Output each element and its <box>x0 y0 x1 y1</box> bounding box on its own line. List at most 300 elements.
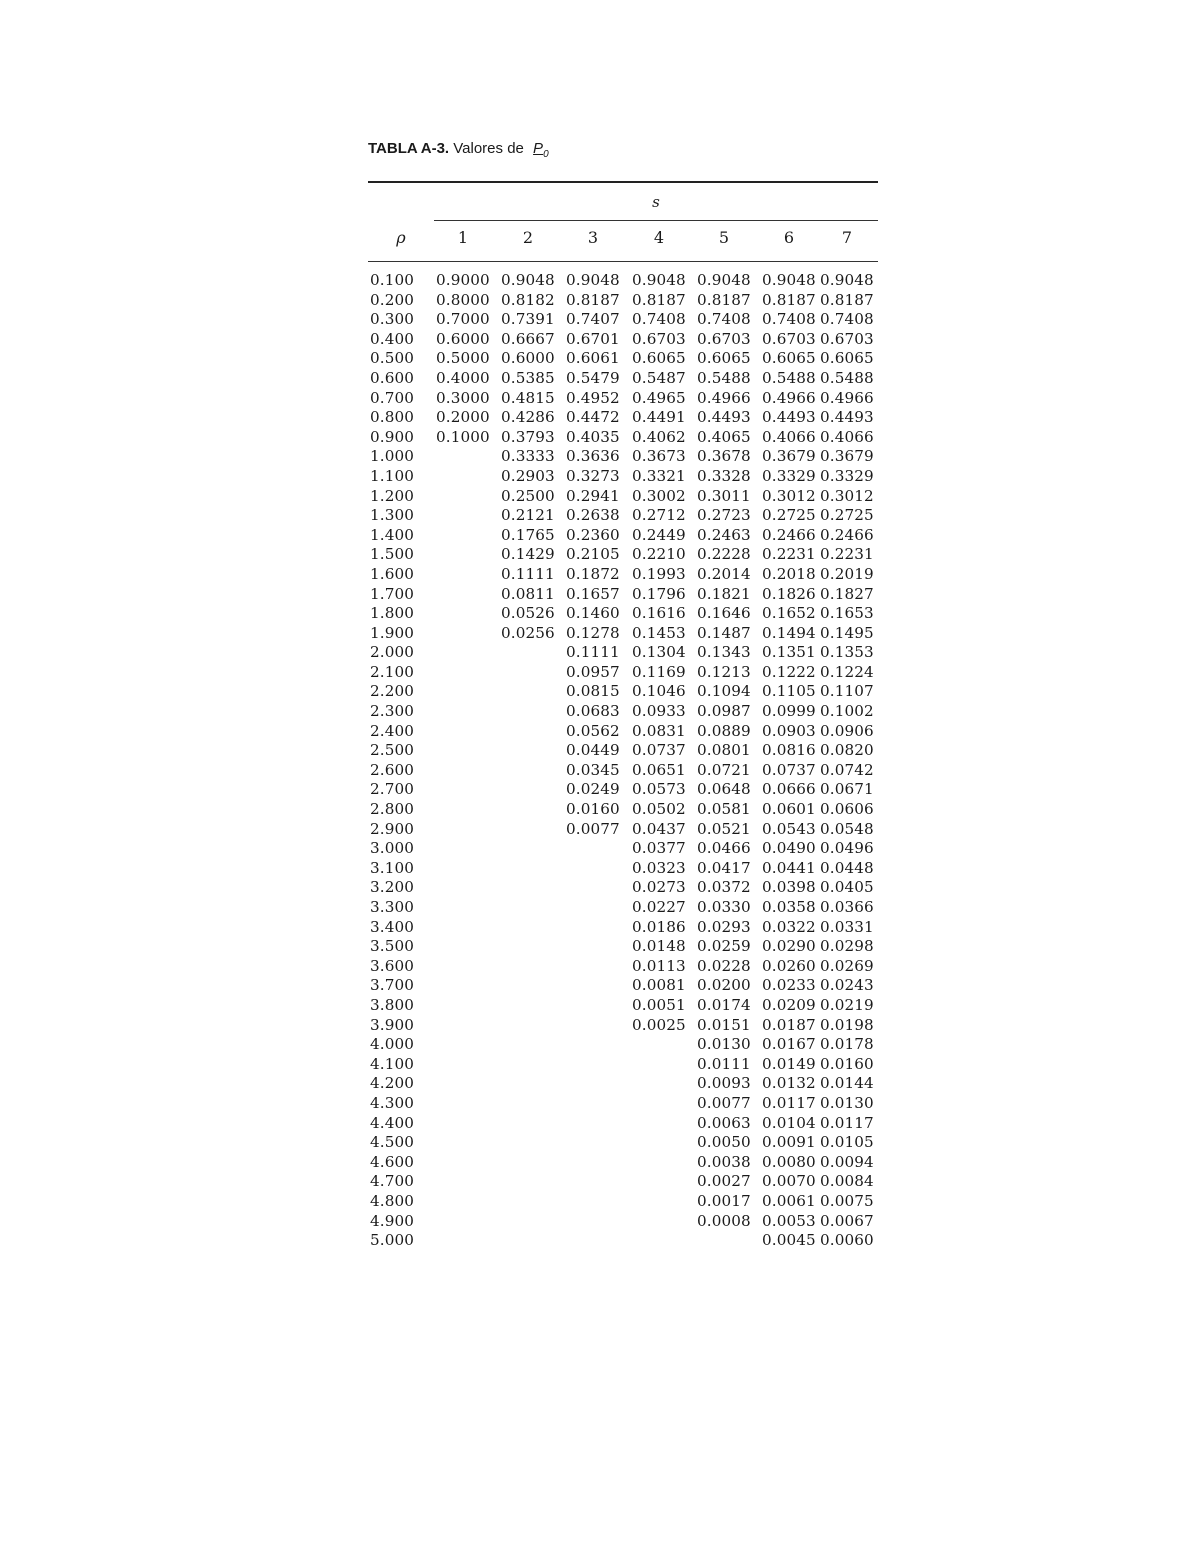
p0-cell: 0.0198 <box>820 1015 874 1034</box>
p0-cell: 0.0737 <box>762 760 816 779</box>
p0-cell: 0.3011 <box>697 486 751 505</box>
table-row <box>368 447 878 467</box>
p0-cell: 0.0831 <box>632 721 686 740</box>
p0-cell: 0.0113 <box>632 956 686 975</box>
p0-cell: 0.3000 <box>436 388 490 407</box>
p0-cell: 0.0061 <box>762 1191 816 1210</box>
p0-cell: 0.1213 <box>697 662 751 681</box>
column-header-s1: 1 <box>457 228 469 247</box>
table-row <box>368 369 878 389</box>
p0-cell: 0.7000 <box>436 310 490 329</box>
rho-cell: 4.000 <box>370 1035 414 1054</box>
p0-cell: 0.0151 <box>697 1015 751 1034</box>
table-row <box>368 310 878 330</box>
rho-cell: 2.100 <box>370 662 414 681</box>
p0-cell: 0.8000 <box>436 290 490 309</box>
p0-cell: 0.0811 <box>501 584 555 603</box>
p0-cell: 0.0269 <box>820 956 874 975</box>
p0-cell: 0.3012 <box>762 486 816 505</box>
table-row <box>368 1153 878 1173</box>
p0-cell: 0.0130 <box>820 1093 874 1112</box>
table-row <box>368 408 878 428</box>
p0-cell: 0.9048 <box>632 271 686 289</box>
p0-cell: 0.3793 <box>501 427 555 446</box>
p0-cell: 0.7408 <box>820 310 874 329</box>
caption-text: Valores de <box>449 140 529 157</box>
table-row <box>368 428 878 448</box>
table-row <box>368 624 878 644</box>
p0-cell: 0.1460 <box>566 604 620 623</box>
top-rule <box>368 181 878 183</box>
p0-cell: 0.3329 <box>820 466 874 485</box>
p0-cell: 0.0017 <box>697 1191 751 1210</box>
p0-cell: 0.1107 <box>820 682 874 701</box>
p0-cell: 0.1657 <box>566 584 620 603</box>
p0-cell: 0.2466 <box>820 525 874 544</box>
p0-cell: 0.3636 <box>566 447 620 466</box>
p0-cell: 0.5488 <box>697 368 751 387</box>
p0-cell: 0.0987 <box>697 702 751 721</box>
p0-cell: 0.0648 <box>697 780 751 799</box>
p0-cell: 0.0377 <box>632 839 686 858</box>
p0-cell: 0.0186 <box>632 917 686 936</box>
p0-cell: 0.5479 <box>566 368 620 387</box>
row-header-rho: ρ <box>396 228 406 247</box>
rho-cell: 4.800 <box>370 1191 414 1210</box>
p0-cell: 0.6000 <box>436 329 490 348</box>
rho-cell: 4.400 <box>370 1113 414 1132</box>
p0-cell: 0.3333 <box>501 447 555 466</box>
p0-cell: 0.0178 <box>820 1035 874 1054</box>
p0-cell: 0.0441 <box>762 858 816 877</box>
p0-cell: 0.0273 <box>632 878 686 897</box>
p0-cell: 0.0200 <box>697 976 751 995</box>
p0-cell: 0.2014 <box>697 564 751 583</box>
table-body <box>368 271 878 1251</box>
p0-cell: 0.6703 <box>762 329 816 348</box>
p0-cell: 0.9000 <box>436 271 490 289</box>
p0-cell: 0.6703 <box>697 329 751 348</box>
rho-cell: 0.100 <box>370 271 414 289</box>
table-row <box>368 506 878 526</box>
rho-cell: 1.300 <box>370 506 414 525</box>
rho-cell: 0.900 <box>370 427 414 446</box>
p0-cell: 0.0322 <box>762 917 816 936</box>
rho-cell: 0.800 <box>370 408 414 427</box>
p0-cell: 0.6065 <box>820 349 874 368</box>
table-row <box>368 859 878 879</box>
p0-cell: 0.0933 <box>632 702 686 721</box>
rho-cell: 3.900 <box>370 1015 414 1034</box>
table-row <box>368 1055 878 1075</box>
table-row <box>368 271 878 291</box>
p0-cell: 0.1826 <box>762 584 816 603</box>
p0-cell: 0.0742 <box>820 760 874 779</box>
table-row <box>368 604 878 624</box>
p0-cell: 0.0243 <box>820 976 874 995</box>
p0-cell: 0.0174 <box>697 995 751 1014</box>
p0-cell: 0.4286 <box>501 408 555 427</box>
p0-cell: 0.6701 <box>566 329 620 348</box>
table-row <box>368 643 878 663</box>
p0-cell: 0.3321 <box>632 466 686 485</box>
p0-cell: 0.1002 <box>820 702 874 721</box>
rho-cell: 3.700 <box>370 976 414 995</box>
table-row <box>368 918 878 938</box>
p0-cell: 0.6061 <box>566 349 620 368</box>
rho-cell: 4.900 <box>370 1211 414 1230</box>
p0-cell: 0.1993 <box>632 564 686 583</box>
p0-cell: 0.0053 <box>762 1211 816 1230</box>
rho-cell: 2.000 <box>370 643 414 662</box>
p0-cell: 0.0117 <box>762 1093 816 1112</box>
p0-cell: 0.0437 <box>632 819 686 838</box>
p0-cell: 0.2903 <box>501 466 555 485</box>
p0-cell: 0.0666 <box>762 780 816 799</box>
p0-cell: 0.4066 <box>820 427 874 446</box>
p0-cell: 0.0466 <box>697 839 751 858</box>
rho-cell: 4.500 <box>370 1133 414 1152</box>
p0-cell: 0.1653 <box>820 604 874 623</box>
p0-cell: 0.8187 <box>566 290 620 309</box>
p0-cell: 0.0601 <box>762 800 816 819</box>
rho-cell: 3.400 <box>370 917 414 936</box>
rho-cell: 0.300 <box>370 310 414 329</box>
p0-cell: 0.1652 <box>762 604 816 623</box>
p0-cell: 0.2941 <box>566 486 620 505</box>
p0-cell: 0.0581 <box>697 800 751 819</box>
rho-cell: 3.300 <box>370 898 414 916</box>
p0-cell: 0.3678 <box>697 447 751 466</box>
table-row <box>368 741 878 761</box>
p0-cell: 0.0651 <box>632 760 686 779</box>
rho-cell: 3.200 <box>370 878 414 897</box>
table-row <box>368 1094 878 1114</box>
p0-cell: 0.1353 <box>820 643 874 662</box>
column-header-s5: 5 <box>718 228 730 247</box>
p0-cell: 0.0721 <box>697 760 751 779</box>
p0-cell: 0.0256 <box>501 623 555 642</box>
p0-cell: 0.4965 <box>632 388 686 407</box>
p0-cell: 0.2725 <box>820 506 874 525</box>
p0-cell: 0.8187 <box>762 290 816 309</box>
table-row <box>368 682 878 702</box>
p0-cell: 0.4066 <box>762 427 816 446</box>
p0-cell: 0.0050 <box>697 1133 751 1152</box>
p0-cell: 0.4815 <box>501 388 555 407</box>
p0-cell: 0.8187 <box>820 290 874 309</box>
p0-cell: 0.2105 <box>566 545 620 564</box>
rho-cell: 4.700 <box>370 1172 414 1191</box>
rho-cell: 2.800 <box>370 800 414 819</box>
p0-cell: 0.1827 <box>820 584 874 603</box>
p0-cell: 0.0051 <box>632 995 686 1014</box>
table-row <box>368 839 878 859</box>
rho-cell: 2.900 <box>370 819 414 838</box>
p0-cell: 0.0081 <box>632 976 686 995</box>
p0-cell: 0.0358 <box>762 898 816 916</box>
table-row <box>368 330 878 350</box>
p0-cell: 0.2360 <box>566 525 620 544</box>
p0-cell: 0.0070 <box>762 1172 816 1191</box>
p0-cell: 0.0372 <box>697 878 751 897</box>
table-document <box>368 140 878 1250</box>
p0-cell: 0.0060 <box>820 1231 874 1250</box>
p0-cell: 0.0903 <box>762 721 816 740</box>
table-row <box>368 937 878 957</box>
p0-cell: 0.3673 <box>632 447 686 466</box>
p0-cell: 0.0816 <box>762 741 816 760</box>
table-row <box>368 820 878 840</box>
p0-cell: 0.8187 <box>632 290 686 309</box>
table-row <box>368 957 878 977</box>
p0-cell: 0.2712 <box>632 506 686 525</box>
p0-cell: 0.0148 <box>632 937 686 956</box>
p0-cell: 0.2723 <box>697 506 751 525</box>
p0-cell: 0.0130 <box>697 1035 751 1054</box>
p0-cell: 0.3273 <box>566 466 620 485</box>
p0-cell: 0.9048 <box>566 271 620 289</box>
column-header-s4: 4 <box>653 228 665 247</box>
table-row <box>368 878 878 898</box>
p0-cell: 0.2449 <box>632 525 686 544</box>
p0-cell: 0.4966 <box>697 388 751 407</box>
rho-cell: 0.600 <box>370 368 414 387</box>
p0-cell: 0.0075 <box>820 1191 874 1210</box>
p0-cell: 0.0543 <box>762 819 816 838</box>
p0-cell: 0.5385 <box>501 368 555 387</box>
p0-cell: 0.3328 <box>697 466 751 485</box>
p0-cell: 0.0084 <box>820 1172 874 1191</box>
p0-cell: 0.4000 <box>436 368 490 387</box>
p0-cell: 0.0889 <box>697 721 751 740</box>
table-row <box>368 898 878 918</box>
rho-cell: 1.600 <box>370 564 414 583</box>
p0-cell: 0.6065 <box>697 349 751 368</box>
p0-cell: 0.8182 <box>501 290 555 309</box>
p0-cell: 0.0526 <box>501 604 555 623</box>
p0-cell: 0.1765 <box>501 525 555 544</box>
rho-cell: 2.700 <box>370 780 414 799</box>
table-row <box>368 663 878 683</box>
p0-cell: 0.4065 <box>697 427 751 446</box>
rho-cell: 1.700 <box>370 584 414 603</box>
p0-cell: 0.0366 <box>820 898 874 916</box>
p0-cell: 0.7407 <box>566 310 620 329</box>
p0-cell: 0.2231 <box>820 545 874 564</box>
p0-cell: 0.6703 <box>820 329 874 348</box>
p0-cell: 0.0077 <box>697 1093 751 1112</box>
p0-cell: 0.0063 <box>697 1113 751 1132</box>
p0-cell: 0.0815 <box>566 682 620 701</box>
p0-cell: 0.4491 <box>632 408 686 427</box>
p0-cell: 0.6667 <box>501 329 555 348</box>
caption-label: TABLA A-3. <box>368 140 450 157</box>
p0-cell: 0.0521 <box>697 819 751 838</box>
p0-cell: 0.4493 <box>697 408 751 427</box>
rho-cell: 4.200 <box>370 1074 414 1093</box>
rho-cell: 3.000 <box>370 839 414 858</box>
table-row <box>368 976 878 996</box>
p0-cell: 0.0801 <box>697 741 751 760</box>
caption-symbol-subscript: 0 <box>543 149 549 160</box>
p0-cell: 0.5488 <box>762 368 816 387</box>
p0-cell: 0.0160 <box>566 800 620 819</box>
table-row <box>368 585 878 605</box>
p0-cell: 0.0417 <box>697 858 751 877</box>
table-row <box>368 996 878 1016</box>
p0-cell: 0.0111 <box>697 1054 751 1073</box>
p0-cell: 0.1495 <box>820 623 874 642</box>
table-row <box>368 1035 878 1055</box>
p0-cell: 0.0330 <box>697 898 751 916</box>
rho-cell: 5.000 <box>370 1231 414 1250</box>
p0-cell: 0.3679 <box>762 447 816 466</box>
rho-cell: 1.900 <box>370 623 414 642</box>
p0-cell: 0.2228 <box>697 545 751 564</box>
p0-cell: 0.6065 <box>632 349 686 368</box>
column-header-s6: 6 <box>783 228 795 247</box>
p0-cell: 0.2231 <box>762 545 816 564</box>
p0-cell: 0.1494 <box>762 623 816 642</box>
p0-cell: 0.0820 <box>820 741 874 760</box>
p0-cell: 0.0067 <box>820 1211 874 1230</box>
p0-cell: 0.1278 <box>566 623 620 642</box>
p0-cell: 0.2018 <box>762 564 816 583</box>
p0-cell: 0.0219 <box>820 995 874 1014</box>
p0-cell: 0.0957 <box>566 662 620 681</box>
p0-cell: 0.0093 <box>697 1074 751 1093</box>
p0-cell: 0.1169 <box>632 662 686 681</box>
rho-cell: 1.800 <box>370 604 414 623</box>
table-row <box>368 467 878 487</box>
rho-cell: 3.800 <box>370 995 414 1014</box>
rho-cell: 0.500 <box>370 349 414 368</box>
p0-cell: 0.0737 <box>632 741 686 760</box>
p0-cell: 0.1105 <box>762 682 816 701</box>
rho-cell: 0.700 <box>370 388 414 407</box>
p0-cell: 0.7408 <box>697 310 751 329</box>
p0-cell: 0.0683 <box>566 702 620 721</box>
p0-cell: 0.0228 <box>697 956 751 975</box>
p0-cell: 0.5488 <box>820 368 874 387</box>
p0-cell: 0.0249 <box>566 780 620 799</box>
rho-cell: 1.200 <box>370 486 414 505</box>
p0-cell: 0.2466 <box>762 525 816 544</box>
p0-cell: 0.1646 <box>697 604 751 623</box>
p0-cell: 0.2638 <box>566 506 620 525</box>
p0-cell: 0.6703 <box>632 329 686 348</box>
rho-cell: 1.500 <box>370 545 414 564</box>
p0-cell: 0.5487 <box>632 368 686 387</box>
caption-symbol-letter: P <box>533 140 544 157</box>
column-header-s3: 3 <box>587 228 599 247</box>
p0-cell: 0.0167 <box>762 1035 816 1054</box>
p0-cell: 0.0671 <box>820 780 874 799</box>
p0-cell: 0.0606 <box>820 800 874 819</box>
p0-cell: 0.2121 <box>501 506 555 525</box>
p0-cell: 0.0160 <box>820 1054 874 1073</box>
p0-cell: 0.1429 <box>501 545 555 564</box>
p0-cell: 0.1094 <box>697 682 751 701</box>
p0-cell: 0.0144 <box>820 1074 874 1093</box>
p0-cell: 0.0405 <box>820 878 874 897</box>
p0-cell: 0.0105 <box>820 1133 874 1152</box>
p0-cell: 0.1224 <box>820 662 874 681</box>
rho-cell: 1.400 <box>370 525 414 544</box>
p0-cell: 0.0398 <box>762 878 816 897</box>
rho-cell: 4.600 <box>370 1152 414 1171</box>
table-row <box>368 780 878 800</box>
p0-cell: 0.0496 <box>820 839 874 858</box>
p0-cell: 0.0091 <box>762 1133 816 1152</box>
table-row <box>368 487 878 507</box>
p0-cell: 0.2000 <box>436 408 490 427</box>
rho-cell: 4.300 <box>370 1093 414 1112</box>
p0-cell: 0.0260 <box>762 956 816 975</box>
rho-cell: 2.500 <box>370 741 414 760</box>
p0-cell: 0.0027 <box>697 1172 751 1191</box>
caption-symbol <box>533 140 549 160</box>
p0-cell: 0.0293 <box>697 917 751 936</box>
p0-cell: 0.1304 <box>632 643 686 662</box>
rho-cell: 1.000 <box>370 447 414 466</box>
p0-cell: 0.4062 <box>632 427 686 446</box>
rho-cell: 0.400 <box>370 329 414 348</box>
rho-cell: 2.600 <box>370 760 414 779</box>
p0-cell: 0.5000 <box>436 349 490 368</box>
rho-cell: 2.400 <box>370 721 414 740</box>
table-row <box>368 1231 878 1251</box>
p0-cell: 0.2725 <box>762 506 816 525</box>
table-row <box>368 349 878 369</box>
column-header-s2: 2 <box>522 228 534 247</box>
p0-cell: 0.9048 <box>501 271 555 289</box>
p0-cell: 0.1796 <box>632 584 686 603</box>
p0-cell: 0.1453 <box>632 623 686 642</box>
p0-cell: 0.7408 <box>762 310 816 329</box>
p0-cell: 0.7391 <box>501 310 555 329</box>
p0-cell: 0.2210 <box>632 545 686 564</box>
p0-cell: 0.0233 <box>762 976 816 995</box>
p0-cell: 0.0227 <box>632 898 686 916</box>
p0-cell: 0.2463 <box>697 525 751 544</box>
column-header-s7: 7 <box>841 228 853 247</box>
p0-cell: 0.0331 <box>820 917 874 936</box>
p0-cell: 0.0077 <box>566 819 620 838</box>
header-rule <box>368 261 878 262</box>
rho-cell: 0.200 <box>370 290 414 309</box>
p0-cell: 0.0448 <box>820 858 874 877</box>
table-row <box>368 291 878 311</box>
p0-cell: 0.1046 <box>632 682 686 701</box>
p0-cell: 0.8187 <box>697 290 751 309</box>
table-row <box>368 761 878 781</box>
p0-cell: 0.1351 <box>762 643 816 662</box>
p0-cell: 0.0008 <box>697 1211 751 1230</box>
p0-cell: 0.1616 <box>632 604 686 623</box>
table-row <box>368 1074 878 1094</box>
table-row <box>368 545 878 565</box>
p0-cell: 0.0999 <box>762 702 816 721</box>
p0-cell: 0.0906 <box>820 721 874 740</box>
p0-cell: 0.3012 <box>820 486 874 505</box>
p0-cell: 0.4493 <box>820 408 874 427</box>
p0-cell: 0.0490 <box>762 839 816 858</box>
table-row <box>368 702 878 722</box>
p0-cell: 0.9048 <box>762 271 816 289</box>
p0-cell: 0.1111 <box>566 643 620 662</box>
